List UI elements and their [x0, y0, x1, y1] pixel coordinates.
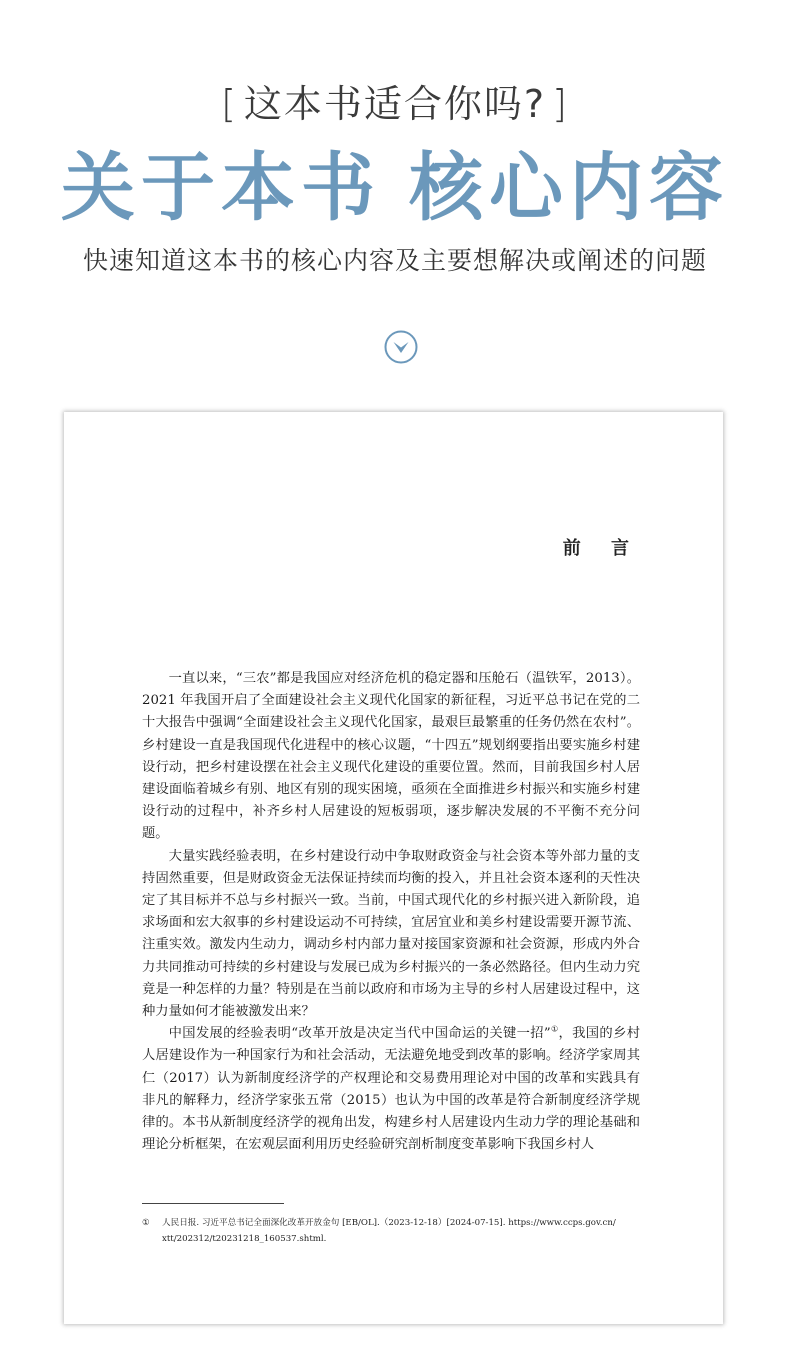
footnote-reference: ① — [550, 1024, 559, 1034]
paragraph-2: 大量实践经验表明，在乡村建设行动中争取财政资金与社会资本等外部力量的支持固然重要，但是财政资金无法保证持续而均衡的投入，并且社会资本逐利的天性决定了其目标并不总与乡村振兴一致。当前，中国式现代化的乡村振兴进入新阶段，追求场面和宏大叙事的乡村建设运动不可持续，宜居宜业和美乡村建设需要开源节流、注重实效。激发内生动力，调动乡村内部力量对接国家资源和社会资源，形成内外合力共同推动可持续的乡村建设与发展已成为乡村振兴的一条必然路径。但内生动力究竟是一种怎样的力量？特别是在当前以政府和市场为主导的乡村人居建设过程中，这种力量如何才能被激发出来？ — [142, 848, 640, 1020]
footnote-mark: ① — [142, 1218, 150, 1228]
preface-title: 前 言 — [562, 538, 641, 559]
main-title-part2: 核心内容 — [409, 145, 729, 231]
footnote-line-2: xtt/202312/t20231218_160537.shtml. — [162, 1234, 327, 1244]
eyebrow-text: 这本书适合你吗? — [243, 82, 547, 126]
paragraph-3 — [142, 1023, 640, 1156]
paragraph-3-text-b: ，我国的乡村人居建设作为一种国家行为和社会活动，无法避免地受到改革的影响。经济学家周其仁（2017）认为新制度经济学的产权理论和交易费用理论对中国的改革和实践具有非凡的解释力，经济学家张五常（2015）也认为中国的改革是符合新制度经济学规律的。本书从新制度经济学的视角出发，构建乡村人居建设内生动力学的理论基础和理论分析框架，在宏观层面利用历史经验研究剖析制度变革影响下我国乡村人 — [142, 1026, 641, 1153]
preface-body — [142, 668, 640, 1156]
main-title-part1: 关于本书 — [61, 145, 381, 231]
paragraph-1: 一直以来，“三农”都是我国应对经济危机的稳定器和压舱石（温铁军，2013）。2021 年我国开启了全面建设社会主义现代化国家的新征程，习近平总书记在党的二十大报告中强调“全面建设社会主义现代化国家，最艰巨最繁重的任务仍然在农村”。乡村建设一直是我国现代化进程中的核心议题，“十四五”规划纲要指出要实施乡村建设行动，把乡村建设摆在社会主义现代化建设的重要位置。然而，目前我国乡村人居建设面临着城乡有别、地区有别的现实困境，亟须在全面推进乡村振兴和实施乡村建设行动的过程中，补齐乡村人居建设的短板弱项，逐步解决发展的不平衡不充分问题。 — [142, 671, 640, 842]
close-bracket: ] — [552, 82, 569, 126]
eyebrow-heading — [0, 80, 790, 128]
chevron-down-circle-icon — [384, 330, 418, 364]
open-bracket: [ — [221, 82, 238, 126]
footnote — [142, 1215, 642, 1247]
footnote-line-1 — [142, 1215, 642, 1231]
footnote-text-1: 人民日报. 习近平总书记全面深化改革开放金句 [EB/OL].（2023-12-18）[2024-07-15]. https://www.ccps.gov.cn/ — [162, 1218, 616, 1228]
main-title — [0, 138, 790, 238]
paragraph-3-text-a: 中国发展的经验表明“改革开放是决定当代中国命运的关键一招” — [168, 1026, 551, 1042]
footnote-divider — [142, 1203, 284, 1204]
book-page-preview — [64, 412, 723, 1324]
subtitle: 快速知道这本书的核心内容及主要想解决或阐述的问题 — [82, 246, 707, 275]
